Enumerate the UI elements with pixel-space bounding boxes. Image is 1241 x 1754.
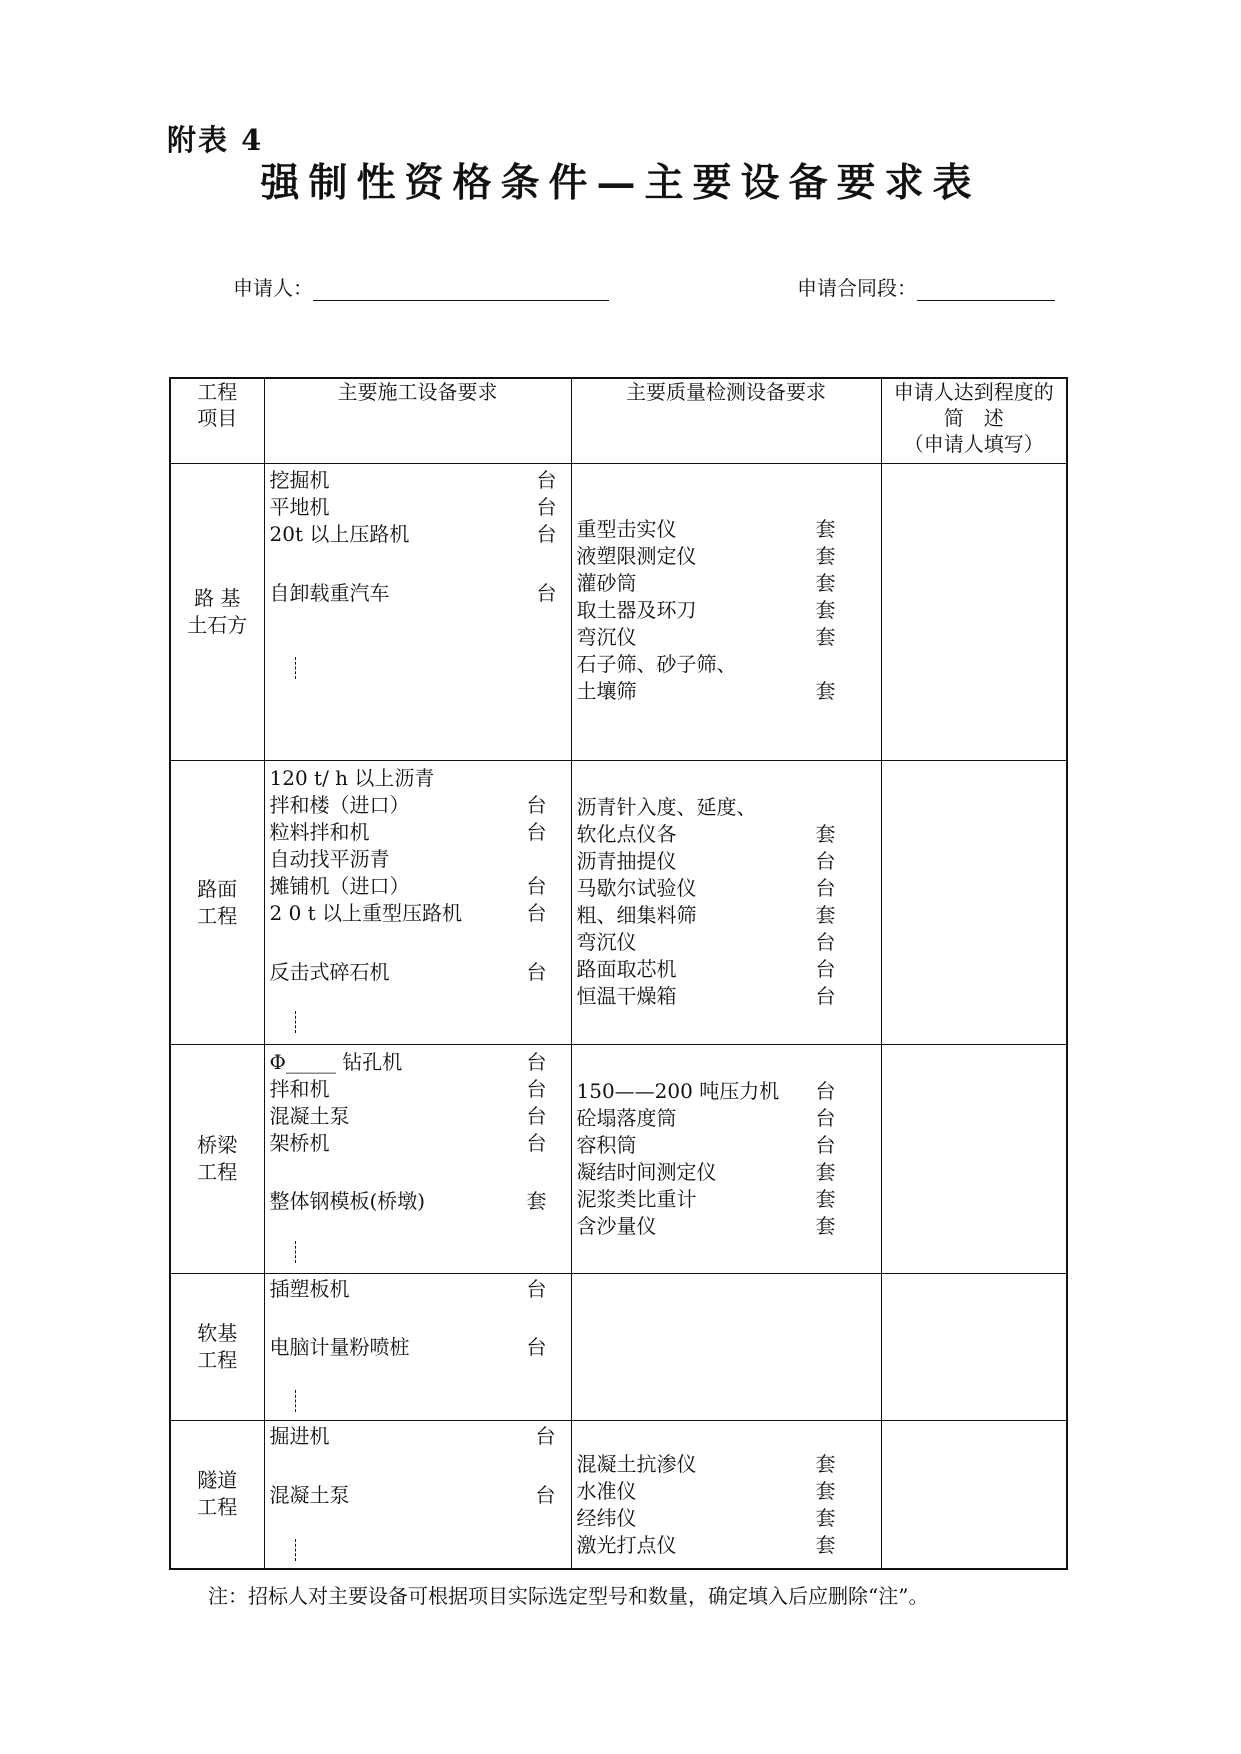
equipment-unit: 套 [815, 625, 836, 649]
equipment-unit: 套 [526, 1189, 547, 1213]
equipment-name: 混凝土泵 [269, 1104, 350, 1128]
applicant-field [233, 272, 609, 302]
footnote: 注：招标人对主要设备可根据项目实际选定型号和数量，确定填入后应删除“注”。 [208, 1584, 929, 1608]
equipment-unit: 台 [526, 1277, 547, 1301]
equipment-name: 泥浆类比重计 [576, 1187, 697, 1211]
equipment-name: 20t 以上压路机 [269, 522, 410, 546]
applicant-label: 申请人： [233, 276, 313, 300]
quality-cell [571, 761, 881, 1045]
equipment-unit: 台 [815, 984, 836, 1008]
equipment-unit: 台 [536, 522, 557, 546]
equipment-name: 150——200 吨压力机 [576, 1079, 780, 1103]
equipment-unit: 台 [526, 960, 547, 984]
category-cell: 隧道 工程 [170, 1421, 264, 1569]
equipment-unit: 套 [815, 598, 836, 622]
equipment-unit: 套 [815, 1452, 836, 1476]
equipment-name: 整体钢模板(桥墩) [269, 1189, 426, 1213]
equipment-unit: 台 [815, 876, 836, 900]
equipment-name: 电脑计量粉喷桩 [269, 1335, 410, 1359]
equipment-name: 弯沉仪 [576, 625, 637, 649]
equipment-name: 含沙量仪 [576, 1214, 657, 1238]
equipment-unit: 台 [526, 874, 547, 898]
equipment-unit: 台 [535, 1424, 556, 1448]
equipment-unit: 台 [815, 1133, 836, 1157]
construction-cell [264, 1045, 571, 1274]
equipment-name: 拌和楼（进口） [269, 793, 410, 817]
equipment-name: 取土器及环刀 [576, 598, 697, 622]
equipment-unit: 套 [815, 903, 836, 927]
header-description: 申请人达到程度的 简 述 （申请人填写） [881, 378, 1067, 464]
equipment-unit: 台 [526, 1050, 547, 1074]
equipment-unit: 套 [815, 822, 836, 846]
equipment-unit: 台 [526, 1077, 547, 1101]
equipment-unit: 套 [815, 544, 836, 568]
equipment-name: 自动找平沥青 [269, 847, 390, 871]
equipment-unit: 台 [536, 495, 557, 519]
equipment-unit: 套 [815, 1214, 836, 1238]
equipment-name: 自卸载重汽车 [269, 581, 390, 605]
description-cell[interactable] [881, 1274, 1067, 1421]
equipment-name: 石子筛、砂子筛、 [576, 652, 737, 676]
equipment-unit: 台 [536, 468, 557, 492]
table-row [170, 1421, 1067, 1569]
header-quality: 主要质量检测设备要求 [571, 378, 881, 464]
continuation-marker [295, 1011, 296, 1033]
construction-cell [264, 464, 571, 761]
equipment-name: 经纬仪 [576, 1506, 637, 1530]
category-cell: 路面 工程 [170, 761, 264, 1045]
equipment-name: 2 0 t 以上重型压路机 [269, 901, 463, 925]
construction-cell [264, 1274, 571, 1421]
equipment-unit: 台 [815, 1106, 836, 1130]
continuation-marker [295, 1390, 296, 1412]
construction-cell [264, 761, 571, 1045]
table-row [170, 761, 1067, 1045]
category-cell: 桥梁 工程 [170, 1045, 264, 1274]
equipment-name: 挖掘机 [269, 468, 330, 492]
table-header-row [170, 378, 1067, 464]
section-field [797, 272, 1055, 302]
equipment-name: 混凝土泵 [269, 1483, 350, 1507]
equipment-unit: 台 [526, 793, 547, 817]
quality-cell [571, 1045, 881, 1274]
table-row [170, 1274, 1067, 1421]
section-label: 申请合同段： [797, 276, 917, 300]
equipment-name: 沥青针入度、延度、 [576, 795, 757, 819]
description-cell[interactable] [881, 1045, 1067, 1274]
equipment-name: 容积筒 [576, 1133, 637, 1157]
equipment-name: 120 t/ h 以上沥青 [269, 766, 435, 790]
equipment-name: 反击式碎石机 [269, 960, 390, 984]
equipment-unit: 套 [815, 1506, 836, 1530]
page-title: 强制性资格条件—主要设备要求表 [260, 160, 981, 206]
equipment-unit: 台 [526, 1104, 547, 1128]
equipment-name: 路面取芯机 [576, 957, 677, 981]
equipment-table [169, 377, 1068, 1570]
equipment-unit: 台 [815, 1079, 836, 1103]
equipment-name: 灌砂筒 [576, 571, 637, 595]
equipment-unit: 台 [526, 820, 547, 844]
description-cell[interactable] [881, 1421, 1067, 1569]
equipment-name: 沥青抽提仪 [576, 849, 677, 873]
equipment-unit: 台 [815, 849, 836, 873]
equipment-name: 架桥机 [269, 1131, 330, 1155]
equipment-name: 拌和机 [269, 1077, 330, 1101]
equipment-unit: 台 [536, 581, 557, 605]
equipment-name: 混凝土抗渗仪 [576, 1452, 697, 1476]
equipment-unit: 台 [815, 930, 836, 954]
category-cell: 软基 工程 [170, 1274, 264, 1421]
equipment-name: 恒温干燥箱 [576, 984, 677, 1008]
equipment-name: 马歇尔试验仪 [576, 876, 697, 900]
equipment-name: 掘进机 [269, 1424, 330, 1448]
equipment-name: 水准仪 [576, 1479, 637, 1503]
construction-cell [264, 1421, 571, 1569]
equipment-name: 土壤筛 [576, 679, 637, 703]
applicant-blank[interactable] [313, 276, 609, 301]
equipment-unit: 台 [526, 901, 547, 925]
equipment-unit: 台 [526, 1335, 547, 1359]
continuation-marker [295, 1539, 296, 1561]
equipment-name: 平地机 [269, 495, 330, 519]
quality-cell [571, 464, 881, 761]
equipment-name: 激光打点仪 [576, 1533, 677, 1557]
quality-cell [571, 1421, 881, 1569]
table-row [170, 1045, 1067, 1274]
equipment-unit: 套 [815, 517, 836, 541]
equipment-name: 弯沉仪 [576, 930, 637, 954]
equipment-name: 摊铺机（进口） [269, 874, 410, 898]
continuation-marker [295, 1241, 296, 1263]
quality-cell [571, 1274, 881, 1421]
equipment-name: 砼塌落度筒 [576, 1106, 677, 1130]
category-cell: 路 基 土石方 [170, 464, 264, 761]
equipment-name: 软化点仪各 [576, 822, 677, 846]
description-cell[interactable] [881, 761, 1067, 1045]
equipment-name: 凝结时间测定仪 [576, 1160, 717, 1184]
equipment-unit: 套 [815, 1479, 836, 1503]
description-cell[interactable] [881, 464, 1067, 761]
equipment-name: 粒料拌和机 [269, 820, 370, 844]
equipment-unit: 套 [815, 1187, 836, 1211]
equipment-unit: 套 [815, 571, 836, 595]
equipment-name: 液塑限测定仪 [576, 544, 697, 568]
equipment-unit: 台 [526, 1131, 547, 1155]
equipment-name: 粗、细集料筛 [576, 903, 697, 927]
equipment-unit: 台 [535, 1483, 556, 1507]
equipment-unit: 台 [815, 957, 836, 981]
equipment-unit: 套 [815, 1533, 836, 1557]
equipment-name: 重型击实仪 [576, 517, 677, 541]
header-construction: 主要施工设备要求 [264, 378, 571, 464]
equipment-name: Φ_____ 钻孔机 [269, 1050, 403, 1074]
section-blank[interactable] [917, 276, 1055, 301]
equipment-unit: 套 [815, 679, 836, 703]
appendix-label: 附表 4 [167, 123, 264, 157]
continuation-marker [295, 657, 296, 679]
equipment-name: 插塑板机 [269, 1277, 350, 1301]
table-row [170, 464, 1067, 761]
header-project: 工程 项目 [170, 378, 264, 464]
equipment-unit: 套 [815, 1160, 836, 1184]
